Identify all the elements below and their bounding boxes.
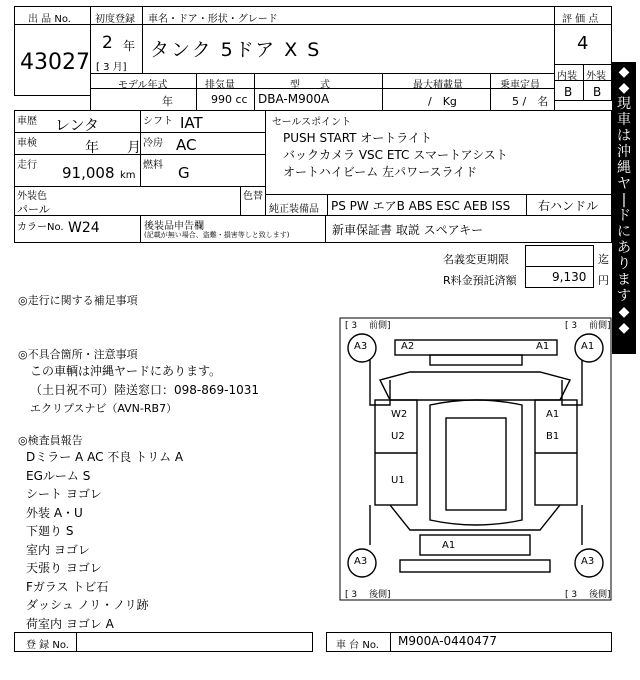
reg-no-label: 登 録 No.: [26, 640, 69, 651]
name-change-unit: 迄: [598, 253, 609, 266]
tire-rl-grade: A3: [354, 556, 368, 567]
banner-char: ◆: [618, 320, 630, 336]
aftermarket-label: 後装品申告欄: [144, 221, 204, 232]
front-bumper: [395, 340, 557, 355]
door-fr-grade: A1: [546, 409, 560, 420]
inspection: 年 月: [85, 140, 141, 156]
banner-char: 縄: [617, 160, 631, 176]
door-fl-grade: W2: [391, 409, 408, 420]
year-unit: 年: [123, 39, 136, 53]
banner-char: ◆: [618, 304, 630, 320]
hood: [380, 372, 570, 400]
rear-bumper: [400, 560, 550, 572]
banner-char: ヤ: [617, 176, 631, 192]
rear-hatch: [420, 535, 530, 555]
banner-char: |: [621, 192, 627, 208]
inspector-line: シート ヨゴレ: [26, 487, 102, 501]
tire-rr-grade: A3: [581, 556, 595, 567]
rating-value: 4: [577, 33, 589, 54]
first-reg-label: 初度登録: [95, 14, 135, 25]
model-type: DBA-M900A: [258, 92, 330, 106]
capacity-label: 乗車定員: [500, 80, 540, 91]
banner-char: ◆: [618, 64, 630, 80]
bumper-fr-grade: A1: [536, 341, 550, 352]
corner-rear-left: [ 3 後側]: [345, 590, 391, 600]
ext-color-label: 外装色: [17, 191, 47, 202]
equipment-items: PS PW エアB ABS ESC AEB ISS: [331, 199, 511, 213]
fuel: G: [178, 164, 190, 182]
warranty: 新車保証書 取説 スペアキー: [332, 223, 484, 237]
sales-point-line: バックカメラ VSC ETC スマートアシスト: [283, 148, 508, 162]
sales-point-line: PUSH START オートライト: [283, 131, 432, 145]
color-change-label: 色替: [243, 191, 263, 202]
inspector-line: 荷室内 ヨゴレ A: [26, 616, 114, 631]
inspector-line: 外装 A・U: [26, 505, 83, 520]
mileage-label: 走行: [17, 160, 37, 171]
recycle-unit: 円: [598, 274, 609, 287]
interior-grade: B: [564, 85, 573, 99]
corner-front-right: [ 3 前側]: [565, 321, 611, 331]
inspector-line: Dミラー A AC 不良 トリム A: [26, 450, 184, 464]
tire-fr-grade: A1: [581, 341, 595, 352]
corner-front-left: [ 3 前側]: [345, 321, 391, 331]
chassis-label: 車 台 No.: [336, 640, 379, 651]
lot-no: 43027: [20, 50, 90, 75]
inspector-line: ダッシュ ノリ・ノリ跡: [26, 598, 149, 612]
shift-label: シフト: [143, 116, 173, 127]
mileage-unit: km: [120, 170, 136, 181]
banner-char: に: [617, 224, 631, 240]
driving-notes-title: ◎走行に関する補足事項: [18, 294, 138, 307]
inspector-line: 天張り ヨゴレ: [26, 561, 102, 575]
first-reg-year: 2: [102, 33, 113, 53]
banner-char: り: [617, 256, 631, 272]
banner-char: は: [617, 128, 631, 144]
displacement-label: 排気量: [205, 80, 235, 91]
banner-char: ま: [617, 272, 631, 288]
sales-point-line: オートハイビーム 左パワースライド: [283, 165, 478, 179]
equipment-label: 純正装備品: [269, 204, 319, 215]
defect-line: この車輌は沖縄ヤードにあります。: [30, 364, 222, 378]
shift: IAT: [180, 114, 203, 132]
exterior-label: 外装: [586, 71, 606, 82]
tire-fl-grade: A3: [354, 341, 368, 352]
rear-hatch-grade: A1: [442, 540, 456, 551]
lot-no-label: 出 品 No.: [28, 14, 71, 25]
fuel-label: 燃料: [143, 160, 163, 171]
exterior-grade: B: [593, 85, 602, 99]
ext-color: パール: [17, 203, 50, 216]
banner-char: 現: [617, 96, 631, 112]
quarter-left-grade: U1: [391, 475, 405, 486]
history: レンタ: [55, 116, 100, 134]
steering: 右ハンドル: [538, 199, 599, 213]
banner-char: あ: [617, 240, 631, 256]
sales-points-label: セールスポイント: [272, 117, 352, 128]
ac-label: 冷房: [143, 138, 163, 149]
chassis-no: M900A-0440477: [398, 634, 497, 648]
rating-label: 評 価 点: [562, 14, 599, 25]
banner-char: 沖: [617, 144, 631, 160]
defect-line: （土日祝不可）陸送窓口：098-869-1031: [30, 383, 260, 397]
recycle-label: R料金預託済額: [443, 274, 517, 287]
defect-line: エクリプスナビ（AVN-RB7）: [30, 402, 178, 415]
bumper-fl-grade: A2: [401, 341, 415, 352]
mileage: 91,008: [62, 164, 115, 182]
defects-title: ◎不具合箇所・注意事項: [18, 348, 138, 361]
car-name: タンク 5ドア X S: [150, 39, 322, 61]
inspector-line: 下廻り S: [26, 524, 74, 538]
inspection-label: 車検: [17, 138, 37, 149]
inspector-line: 室内 ヨゴレ: [26, 542, 90, 557]
inspector-line: EGルーム S: [26, 468, 91, 483]
car-name-label: 車名・ドア・形状・グレード: [148, 14, 278, 25]
ac: AC: [176, 136, 197, 154]
max-load: / Kg: [428, 95, 457, 108]
first-reg-month: [ 3 月]: [96, 62, 127, 73]
roof: [430, 400, 522, 525]
max-load-label: 最大積載量: [413, 80, 463, 91]
model-year-unit: 年: [162, 95, 173, 108]
name-change-label: 名義変更期限: [443, 253, 509, 266]
door-rl-grade: U2: [391, 431, 405, 442]
history-label: 車歴: [17, 116, 37, 127]
color-no: W24: [68, 220, 100, 236]
recycle-amount: 9,130: [552, 270, 587, 284]
banner-char: ◆: [618, 80, 630, 96]
color-no-label: カラーNo.: [17, 222, 64, 233]
banner-char: ド: [617, 208, 631, 224]
inspector-title: ◎検査員報告: [18, 434, 83, 447]
aftermarket-note: (記載が無い場合、盗難・損害等しと致します): [144, 231, 290, 239]
door-rr-grade: B1: [546, 431, 560, 442]
type-label: 型 式: [290, 80, 330, 91]
banner-char: す: [617, 288, 631, 304]
corner-rear-right: [ 3 後側]: [565, 590, 611, 600]
displacement: 990 cc: [211, 93, 248, 106]
interior-label: 内装: [557, 71, 577, 82]
banner-char: 車: [617, 112, 631, 128]
model-year-label: モデル年式: [118, 80, 168, 91]
inspector-line: Fガラス トビ石: [26, 579, 109, 594]
capacity: 5 / 名: [512, 95, 549, 108]
